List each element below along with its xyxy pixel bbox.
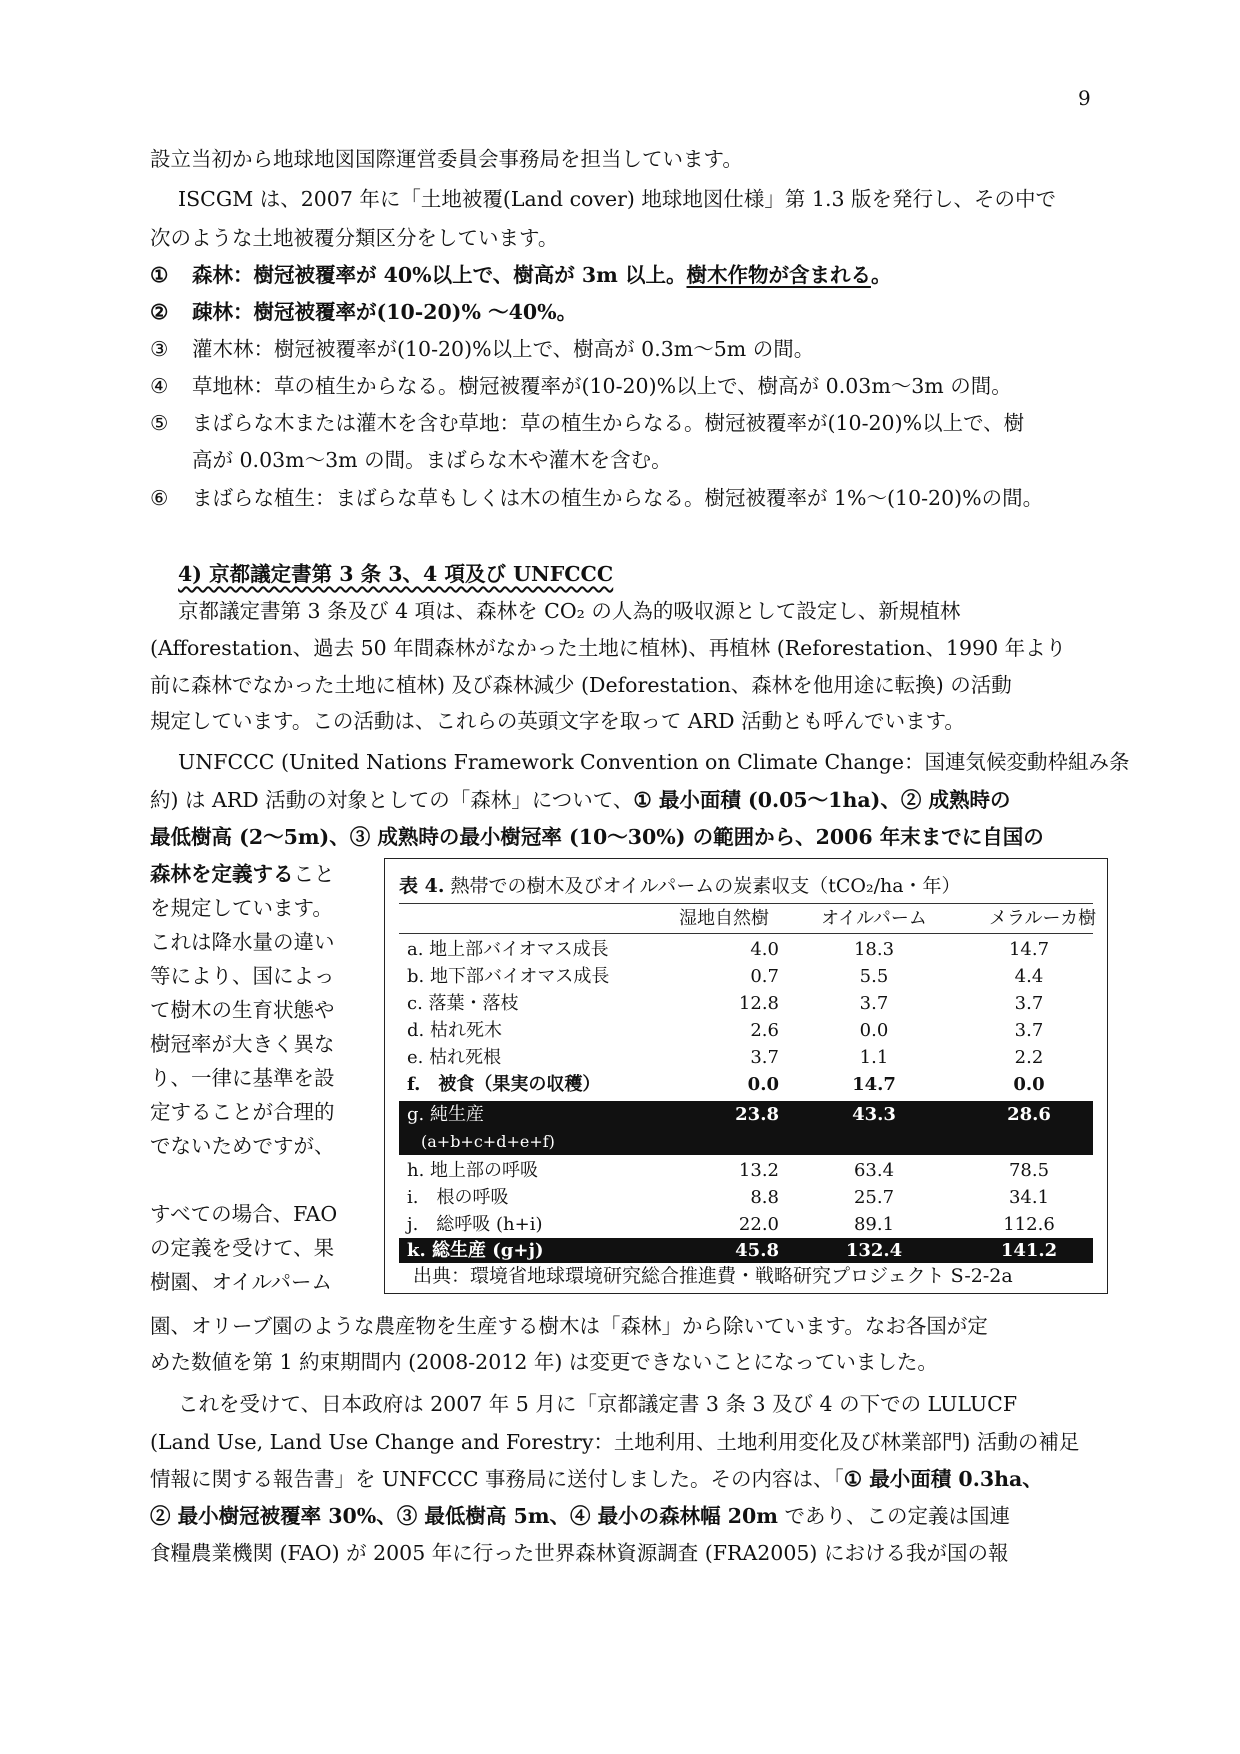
table-row-highlight: g. 純生産 (a+b+c+d+e+f) 23.8 43.3 28.6 — [399, 1101, 1093, 1155]
side-text-line: でないためですが、 — [150, 1134, 335, 1158]
side-text-line: これは降水量の違い — [150, 930, 335, 954]
table-row-highlight: k. 総生産 (g+j) 45.8 132.4 141.2 — [399, 1238, 1093, 1263]
side-text-line: 定することが合理的 — [150, 1100, 335, 1124]
paragraph-line: UNFCCC (United Nations Framework Convention on Climate Change：国連気候変動枠組み条 — [178, 750, 1130, 774]
paragraph-line: 前に森林でなかった土地に植林) 及び森林減少 (Deforestation、森林を他用途に転換) の活動 — [150, 673, 1012, 697]
paragraph-line: 園、オリーブ園のような農産物を生産する樹木は「森林」から除いています。なお各国が定 — [150, 1314, 988, 1338]
list-item: ② 疎林：樹冠被覆率が(10-20)% 〜40%。 — [150, 300, 578, 324]
paragraph-line: (Land Use, Land Use Change and Forestry：土地利用、土地利用変化及び林業部門) 活動の補足 — [150, 1430, 1080, 1454]
list-item: ④ 草地林：草の植生からなる。樹冠被覆率が(10-20)%以上で、樹高が 0.03m〜3m の間。 — [150, 374, 1012, 398]
paragraph-line: 規定しています。この活動は、これらの英頭文字を取って ARD 活動とも呼んでいます。 — [150, 709, 965, 733]
table-row: j. 総呼吸 (h+i) 22.0 89.1 112.6 — [407, 1214, 1055, 1235]
list-item-continuation: 高が 0.03m〜3m の間。まばらな木や灌木を含む。 — [192, 448, 672, 472]
table-row: b. 地下部バイオマス成長 0.7 5.5 4.4 — [407, 966, 1044, 987]
paragraph-line: 最低樹高 (2〜5m)、③ 成熟時の最小樹冠率 (10〜30%) の範囲から、2006 年末までに自国の — [150, 825, 1044, 849]
table-rule — [399, 903, 1093, 904]
table-row: d. 枯れ死木 2.6 0.0 3.7 — [407, 1020, 1044, 1041]
side-text-line: の定義を受けて、果 — [150, 1236, 335, 1260]
paragraph-line: ② 最小樹冠被覆率 30%、③ 最低樹高 5m、④ 最小の森林幅 20m であり、この定義は国連 — [150, 1504, 1011, 1528]
list-item: ③ 灌木林：樹冠被覆率が(10-20)%以上で、樹高が 0.3m〜5m の間。 — [150, 337, 815, 361]
side-text-line: 樹冠率が大きく異な — [150, 1032, 335, 1056]
side-text-line: 樹園、オイルパーム — [150, 1270, 333, 1294]
paragraph-line: 食糧農業機関 (FAO) が 2005 年に行った世界森林資源調査 (FRA2005) における我が国の報 — [150, 1541, 1009, 1565]
paragraph-line: 京都議定書第 3 条及び 4 項は、森林を CO₂ の人為的吸収源として設定し、新規植林 — [178, 599, 961, 623]
list-item: ⑤ まばらな木または灌木を含む草地：草の植生からなる。樹冠被覆率が(10-20)%以上で、樹 — [150, 411, 1025, 435]
table-header-row: 湿地自然樹 オイルパーム メラルーカ樹 — [679, 908, 1097, 929]
paragraph-line: これを受けて、日本政府は 2007 年 5 月に「京都議定書 3 条 3 及び 4 の下での LULUCF — [178, 1392, 1018, 1416]
side-text-line: 等により、国によっ — [150, 964, 335, 988]
section-heading: 4) 京都議定書第 3 条 3、4 項及び UNFCCC — [178, 562, 614, 586]
paragraph-line: 設立当初から地球地図国際運営委員会事務局を担当しています。 — [150, 147, 743, 171]
table-rule — [399, 933, 1093, 934]
table-caption: 表 4. 熱帯での樹木及びオイルパームの炭素収支（tCO₂/ha・年） — [399, 875, 961, 897]
table-row: h. 地上部の呼吸 13.2 63.4 78.5 — [407, 1160, 1050, 1181]
page-number: 9 — [1078, 86, 1091, 110]
table-row: a. 地上部バイオマス成長 4.0 18.3 14.7 — [407, 939, 1050, 960]
carbon-balance-table — [384, 858, 1108, 1294]
side-text-line: を規定しています。 — [150, 896, 333, 920]
side-text-line: り、一律に基準を設 — [150, 1066, 335, 1090]
paragraph-line: 約) は ARD 活動の対象としての「森林」について、① 最小面積 (0.05〜1ha)、② 成熟時の — [150, 788, 1011, 812]
table-row: f. 被食（果実の収穫） 0.0 14.7 0.0 — [407, 1074, 1045, 1095]
side-text-line: すべての場合、FAO — [150, 1202, 338, 1226]
paragraph-line: (Afforestation、過去 50 年間森林がなかった土地に植林)、再植林 (Reforestation、1990 年より — [150, 636, 1067, 660]
list-item: ⑥ まばらな植生：まばらな草もしくは木の植生からなる。樹冠被覆率が 1%〜(10-20)%の間。 — [150, 486, 1044, 510]
table-row: i. 根の呼吸 8.8 25.7 34.1 — [407, 1187, 1050, 1208]
paragraph-line: めた数値を第 1 約束期間内 (2008-2012 年) は変更できないことになっていました。 — [150, 1350, 938, 1374]
list-item: ① 森林：樹冠被覆率が 40%以上で、樹高が 3m 以上。樹木作物が含まれる。 — [150, 263, 892, 287]
side-text-line: て樹木の生育状態や — [150, 998, 335, 1022]
table-row: c. 落葉・落枝 12.8 3.7 3.7 — [407, 993, 1044, 1014]
table-source: 出典：環境省地球環境研究総合推進費・戦略研究プロジェクト S-2-2a — [413, 1265, 1013, 1287]
paragraph-line: ISCGM は、2007 年に「土地被覆(Land cover) 地球地図仕様」第 1.3 版を発行し、その中で — [178, 187, 1057, 211]
side-text-line: 森林を定義すること — [150, 862, 335, 886]
paragraph-line: 情報に関する報告書」を UNFCCC 事務局に送付しました。その内容は、「① 最小面積 0.3ha、 — [150, 1467, 1043, 1491]
table-row: e. 枯れ死根 3.7 1.1 2.2 — [407, 1047, 1044, 1068]
paragraph-line: 次のような土地被覆分類区分をしています。 — [150, 226, 559, 250]
